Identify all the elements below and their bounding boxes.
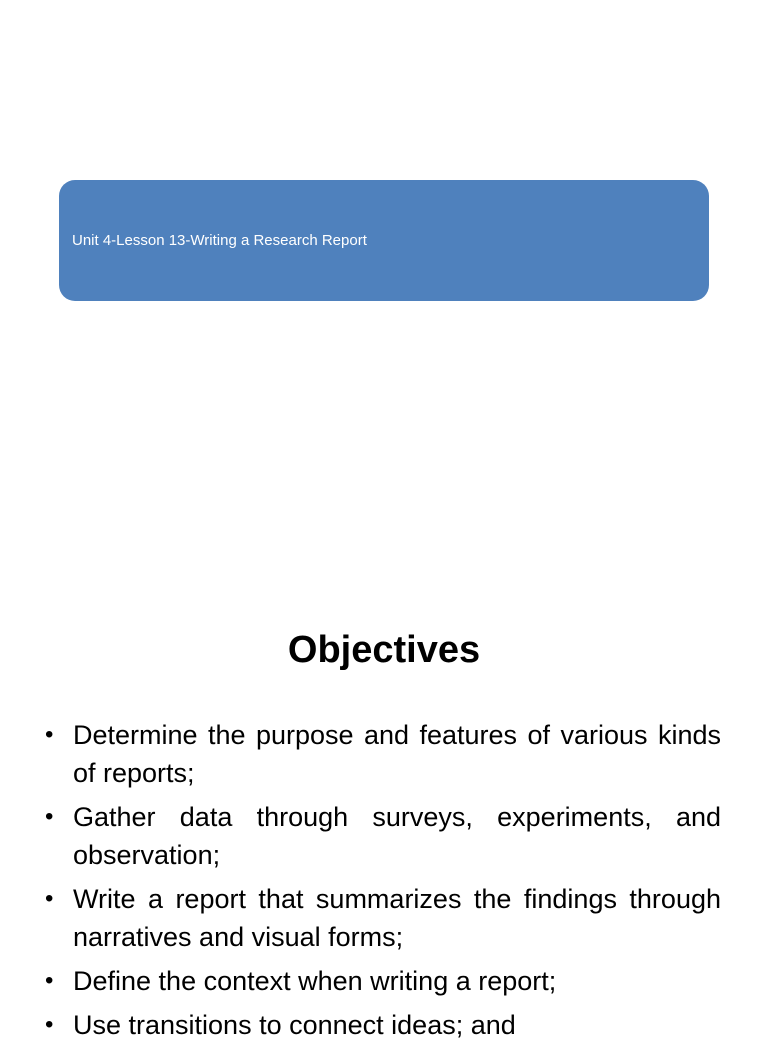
objectives-list bbox=[45, 716, 721, 1050]
objective-text: Determine the purpose and features of various kinds of reports; bbox=[73, 720, 721, 788]
objective-text: Define the context when writing a report; bbox=[73, 966, 557, 996]
objective-text: Write a report that summarizes the findings through narratives and visual forms; bbox=[73, 884, 721, 952]
bullet-icon: • bbox=[45, 885, 54, 912]
list-item bbox=[45, 1006, 721, 1044]
lesson-title: Unit 4-Lesson 13-Writing a Research Report bbox=[72, 232, 367, 249]
bullet-icon: • bbox=[45, 1011, 54, 1038]
objectives-heading: Objectives bbox=[287, 629, 481, 671]
objective-text: Gather data through surveys, experiments, and observation; bbox=[73, 802, 721, 870]
list-item bbox=[45, 798, 721, 874]
list-item bbox=[45, 716, 721, 792]
list-item bbox=[45, 962, 721, 1000]
title-banner bbox=[59, 180, 709, 301]
list-item bbox=[45, 880, 721, 956]
bullet-icon: • bbox=[45, 803, 54, 830]
bullet-icon: • bbox=[45, 967, 54, 994]
bullet-icon: • bbox=[45, 721, 54, 748]
objective-text: Use transitions to connect ideas; and bbox=[73, 1010, 516, 1040]
